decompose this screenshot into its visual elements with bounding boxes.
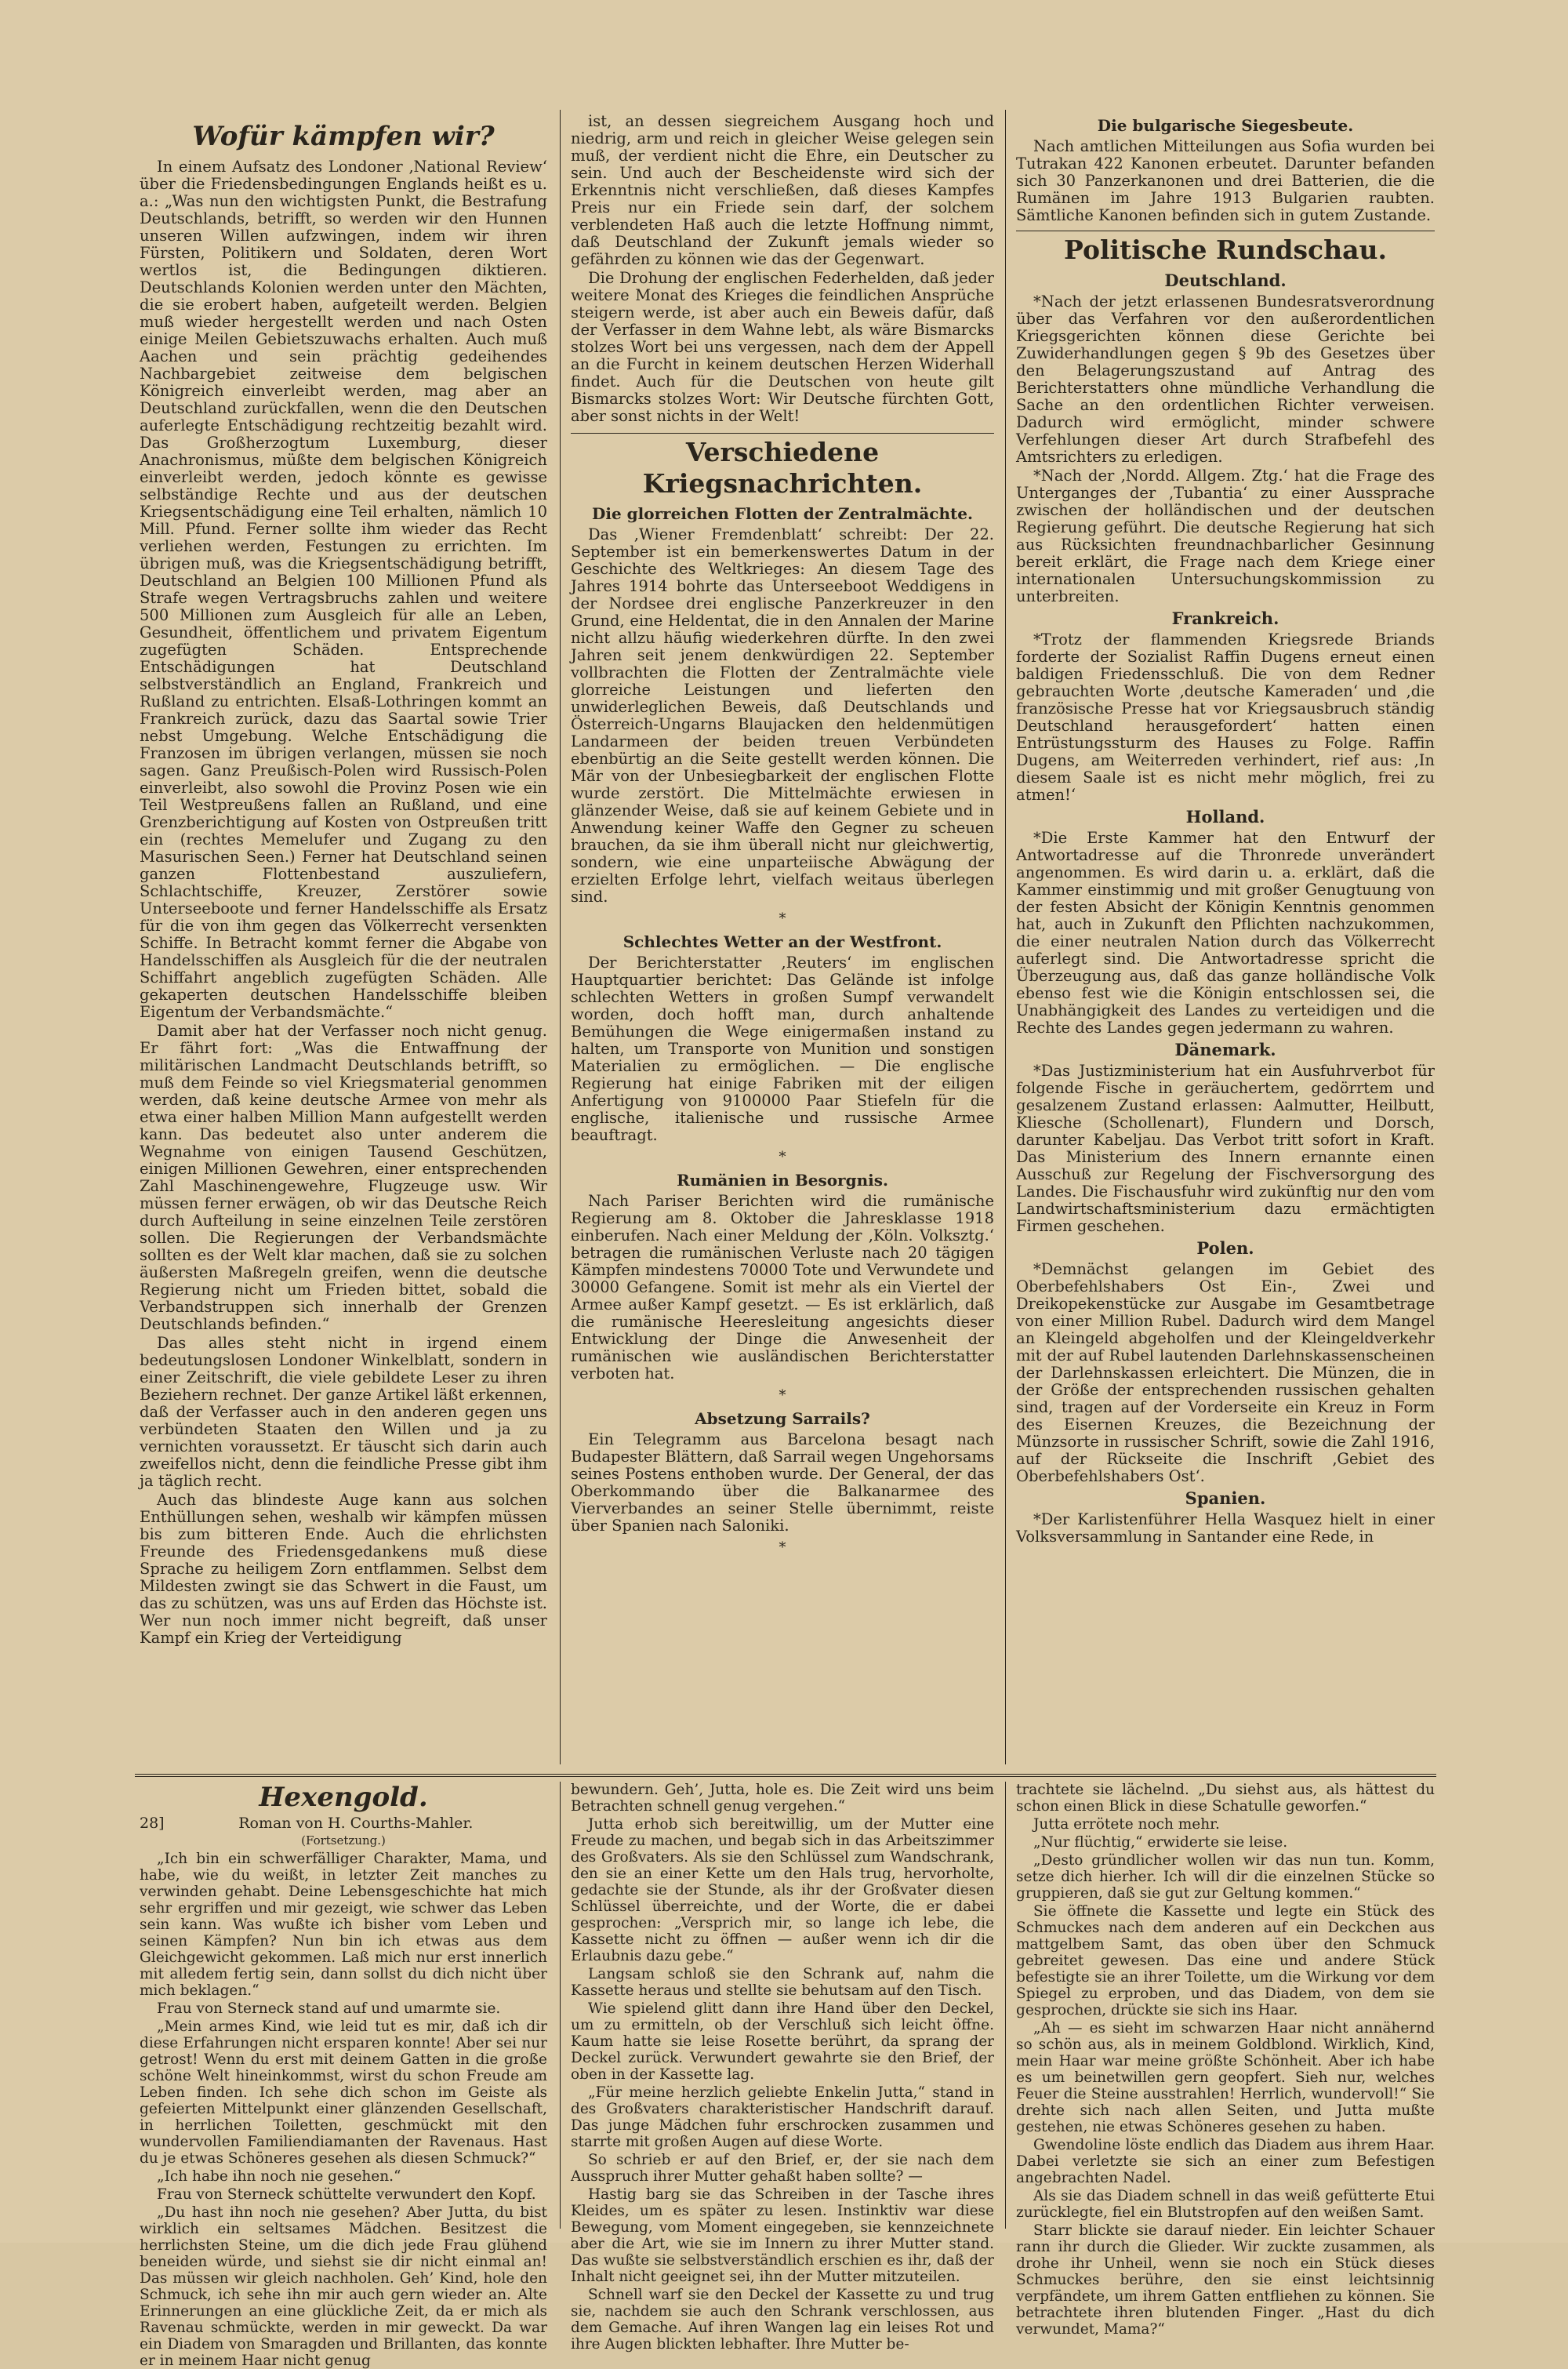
serial-c2-p7: Hastig barg sie das Schreiben in der Tasche ihres Kleides, um es später zu lesen. Instinktiv war diese Bewegung, vom Moment eingegeben, sie kennzeichnete aber die Art, wie sie im Innern zu ihrer Mutter stand. Das wußte sie selbstverständlich erschien es ihr, daß der Inhalt nicht geeignet sei, ihn der Mutter mitzuteilen. — [571, 2186, 994, 2285]
serial-c1-p3: „Mein armes Kind, wie leid tut es mir, daß ich dir diese Erfahrungen nicht ersparen konnte! Aber sei nur getrost! Wenn du erst mit deinem Gatten in die große schöne Welt hineinkommst, wirst du schon Freude am Leben finden. Ich sehe dich schon im Geiste als gefeierten Mittelpunkt einer glänzenden Gesellschaft, in herrlichen Toiletten, geschmückt mit den wundervollen Familiendiamanten der Ravenaus. Hast du je etwas Schöneres gesehen als diesen Schmuck?“ — [140, 2018, 547, 2167]
serial-c2-p4: Wie spielend glitt dann ihre Hand über den Deckel, um zu ermitteln, ob der Verschluß sich leicht öffne. Kaum hatte sie leise Rosette berührt, da sprang der Deckel zurück. Verwundert gewahrte sie den Brief, der oben in der Kassette lag. — [571, 2000, 994, 2083]
col1-paragraph-3: Das alles steht nicht in irgend einem bedeutungslosen Londoner Winkelblatt, sondern in einer Zeitschrift, die viele gebildete Leser zu ihren Beziehern rechnet. Der ganze Artikel läßt erkennen, daß der Verfasser auch in den anderen gegen uns verbündeten Staaten den Willen und ja zu vernichten voraussetzt. Er täuscht sich darin auch zweifellos nicht, denn die feindliche Presse gibt ihm ja täglich recht. — [140, 1334, 547, 1490]
serial-header — [140, 1815, 547, 1832]
column-divider-2 — [1005, 110, 1006, 1764]
serial-c3-p1: trachtete sie lächelnd. „Du siehst aus, als hättest du schon einen Blick in diese Schatulle geworfen.“ — [1016, 1782, 1435, 1815]
serial-c1-p1: „Ich bin ein schwerfälliger Charakter, Mama, und habe, wie du weißt, in letzter Zeit manches zu verwinden gehabt. Deine Lebensgeschichte hat mich sehr ergriffen und mir gezeigt, wie schwer das Leben sein kann. Was wußte ich bisher vom Leben und seinen Kämpfen? Nun bin ich etwas aus dem Gleichgewicht gekommen. Laß mich nur erst innerlich mit alledem fertig sein, dann sollst du dich nicht über mich beklagen.“ — [140, 1851, 547, 1999]
country-title-spanien: Spanien. — [1185, 1488, 1266, 1508]
serial-c3-p2: Jutta errötete noch mehr. — [1033, 1816, 1220, 1833]
serial-number: 28] — [140, 1815, 165, 1832]
text-holland: *Die Erste Kammer hat den Entwurf der Antwortadresse auf die Thronrede unverändert angenommen. Es wird darin u. a. erklärt, daß die Kammer einstimmig und mit großer Genugtuung von der festen Absicht der Königin Kenntnis genommen hat, auch in Zukunft den Pflichten nachzukommen, die einer neutralen Nation durch das Völkerrecht auferlegt sind. Die Antwortadresse spricht die Überzeugung aus, daß das ganze holländische Volk ebenso fest wie die Königin entschlossen sei, die Unabhängigkeit des Landes zu verteidigen und die Rechte des Landes gegen jedermann zu wahren. — [1016, 829, 1435, 1037]
text-deutschland-1: *Nach der jetzt erlassenen Bundesratsverordnung über das Verfahren vor den außerordentlichen Kriegsgerichten können diese Gerichte bei Zuwiderhandlungen gegen § 9b des Gesetzes über den Belagerungszustand auf Antrag des Berichterstatters ohne mündliche Verhandlung die Sache an den ordentlichen Richter verweisen. Dadurch wird ermöglicht, minder schwere Verfehlungen dieser Art durch Strafbefehl des Amtsrichters zu erledigen. — [1016, 292, 1435, 466]
col1-paragraph-2: Damit aber hat der Verfasser noch nicht genug. Er fährt fort: „Was die Entwaffnung der militärischen Landmacht Deutschlands betrifft, so muß dem Feinde so viel Kriegsmaterial genommen werden, daß keine deutsche Armee von mehr als etwa einer halben Million Mann aufgestellt werden kann. Das bedeutet also unter anderem die Wegnahme von einigen Tausend Geschützen, einigen Millionen Gewehren, einer entsprechenden Zahl Maschinengewehre, Flugzeuge usw. Wir müssen ferner erwägen, ob wir das Deutsche Reich durch Aufteilung in seine einzelnen Teile zerstören sollen. Die Regierungen der Verbandsmächte sollten es der Welt klar machen, daß sie zu solchen äußersten Maßregeln greifen, wenn die deutsche Regierung nicht um Frieden bittet, sobald die Verbandstruppen sich innerhalb der Grenzen Deutschlands befinden.“ — [140, 1022, 547, 1333]
serial-column-2 — [571, 1782, 994, 2353]
column-3 — [1016, 111, 1435, 1764]
article-title-siegesbeute: Die bulgarische Siegesbeute. — [1097, 116, 1354, 135]
country-title-daenemark: Dänemark. — [1174, 1040, 1276, 1059]
col1-paragraph-4: Auch das blindeste Auge kann aus solchen Enthüllungen sehen, weshalb wir kämpfen müssen bis zum bitteren Ende. Auch die ehrlichsten Freunde des Friedensgedankens muß diese Sprache zu heiligem Zorn entflammen. Selbst dem Mildesten zwingt sie das Schwert in die Faust, um das zu schützen, was uns auf Erden das Höchste ist. Wer nun noch immer nicht begreift, daß unser Kampf ein Krieg der Verteidigung — [140, 1491, 547, 1647]
serial-divider-1 — [560, 1782, 561, 2229]
serial-c1-p4: „Ich habe ihn noch nie gesehen.“ — [157, 2168, 401, 2185]
country-title-holland: Holland. — [1185, 807, 1265, 827]
column-divider-1 — [560, 110, 561, 1764]
text-daenemark: *Das Justizministerium hat ein Ausfuhrverbot für folgende Fische in geräuchertem, gedörrtem und gesalzenem Zustand erlassen: Aalmutter, Heilbutt, Kliesche (Schollenart), Flundern und Dorsch, darunter Kabeljau. Das Verbot tritt sofort in Kraft. Das Ministerium des Innern ernannte einen Ausschuß zur Regelung der Fischversorgung des Landes. Die Fischausfuhr wird zukünftig nur den vom Landwirtschaftsministerium dazu ermächtigten Firmen geschehen. — [1016, 1062, 1435, 1235]
text-polen: *Demnächst gelangen im Gebiet des Oberbefehlshabers Ost Ein-, Zwei und Dreikopekenstücke zur Ausgabe im Gesamtbetrage von einer Million Rubel. Dadurch wird dem Mangel an Kleingeld abgeholfen und der Kleingeldverkehr mit der auf Rubel lautenden Darlehnskassenscheinen der Darlehnskassen erleichtert. Die Münzen, die in der Größe der entsprechenden russischen gehalten sind, tragen auf der Vorderseite ein Kreuz in Form des Eisernen Kreuzes, die Bezeichnung der Münzsorte in russischer Schrift, sowie die Zahl 1916, auf der Rückseite die Inschrift ‚Gebiet des Oberbefehlshabers Ost‘. — [1016, 1260, 1435, 1485]
article-text-wetter: Der Berichterstatter ‚Reuters‘ im englischen Hauptquartier berichtet: Das Gelände ist infolge schlechten Wetters in großen Sumpf verwandelt worden, doch hofft man, durch anhaltende Bemühungen die Wege einigermaßen instand zu halten, um Transporte von Munition und sonstigen Materialien zu ermöglichen. — Die englische Regierung hat einige Fabriken mit der eiligen Anfertigung von 9100000 Paar Stiefeln für die englische, italienische und russische Armee beauftragt. — [571, 954, 994, 1144]
country-title-polen: Polen. — [1196, 1238, 1254, 1258]
serial-c1-p5: Frau von Sterneck schüttelte verwundert den Kopf. — [157, 2186, 536, 2203]
column-1 — [140, 116, 547, 1759]
article-title-sarrail: Absetzung Sarrails? — [695, 1409, 870, 1428]
article-text-flotten: Das ‚Wiener Fremdenblatt‘ schreibt: Der 22. September ist ein bemerkenswertes Datum in der Geschichte des Weltkrieges: An diesem Tage des Jahres 1914 bohrte das Unterseeboot Weddigens in der Nordsee drei englische Panzerkreuzer in den Grund, eine Heldentat, die in den Annalen der Marine nicht allzu häufig wiederkehren dürfte. In den zwei Jahren seit jenem denkwürdigen 22. September vollbrachten die Flotten der Zentralmächte viele glorreiche Leistungen und lieferten den unwiderleglichen Beweis, daß Deutschlands und Österreich-Ungarns Blaujacken den heldenmütigen Landarmeen der beiden treuen Verbündeten ebenbürtig an die Seite gestellt werden können. Die Mär von der Unbesiegbarkeit der englischen Flotte wurde zerstört. Die Mittelmächte erwiesen in glänzender Weise, daß sie auf keinem Gebiete und in Anwendung keiner Waffe den Gegner zu scheuen brauchen, da sie ihm überall nicht nur gleichwertig, sondern, wie eine unparteiische Abwägung der erzielten Erfolge lehrt, vielfach weitaus überlegen sind. — [571, 525, 994, 906]
serial-c1-p6: „Du hast ihn noch nie gesehen? Aber Jutta, du bist wirklich ein seltsames Mädchen. Besitzest die herrlichsten Steine, um die dich jede Frau glühend beneiden würde, und siehst sie dir nicht einmal an! Das müssen wir gleich nachholen. Geh’ Kind, hole den Schmuck, ich sehe ihn mir auch gern wieder an. Alte Erinnerungen an eine glückliche Zeit, da er mich als Ravenau schmückte, werden in mir geweckt. Da war ein Diadem von Smaragden und Brillanten, das konnte er in meinem Haar nicht genug — [140, 2204, 547, 2369]
serial-c2-p2: Jutta erhob sich bereitwillig, um der Mutter eine Freude zu machen, und begab sich in das Arbeitszimmer des Großvaters. Als sie den Schlüssel zum Wandschrank, den sie an einer Kette um den Hals trug, hervorholte, gedachte sie der Stunde, als ihr der Großvater diesen Schlüssel überreichte, und der Worte, die er dabei gesprochen: „Versprich mir, so lange ich lebe, die Kassette nicht zu öffnen — außer wenn ich dir die Erlaubnis dazu gebe.“ — [571, 1816, 994, 1964]
serial-c3-p6: „Ah — es sieht im schwarzen Haar nicht annähernd so schön aus, als in meinem Goldblond. Wirklich, Kind, mein Haar war meine größte Schönheit. Aber ich habe es um beinetwillen gern geopfert. Sieh nur, welches Feuer die Steine ausstrahlen! Herrlich, wundervoll!“ Sie drehte sich nach allen Seiten, und Jutta mußte gestehen, nie etwas Schöneres gesehen zu haben. — [1016, 2020, 1435, 2135]
serial-c2-p1: bewundern. Geh’, Jutta, hole es. Die Zeit wird uns beim Betrachten schnell genug vergehen.“ — [571, 1782, 994, 1815]
separator-star: * — [779, 1387, 786, 1404]
article-text-sarrail: Ein Telegramm aus Barcelona besagt nach Budapester Blättern, daß Sarrail wegen Ungehorsams seines Postens enthoben wurde. Der General, der das Oberkommando über die Balkanarmee des Vierverbandes an seiner Stelle übernimmt, reiste über Spanien nach Saloniki. — [571, 1430, 994, 1535]
col2-paragraph-2: Die Drohung der englischen Federhelden, daß jeder weitere Monat des Krieges die feindlichen Ansprüche steigern werde, ist aber auch ein Beweis dafür, daß der Verfasser in dem Wahne lebt, als wäre Bismarcks stolzes Wort bei uns vergessen, nach dem der Appell an die Furcht in keinem deutschen Herzen Widerhall findet. Auch für die Deutschen von heute gilt Bismarcks stolzes Wort: Wir Deutsche fürchten Gott, aber sonst nichts in der Welt! — [571, 269, 994, 425]
serial-c2-p5: „Für meine herzlich geliebte Enkelin Jutta,“ stand in des Großvaters charakteristischer Handschrift darauf. Das junge Mädchen fuhr erschrocken zusammen und starrte mit großen Augen auf diese Worte. — [571, 2084, 994, 2150]
text-deutschland-2: *Nach der ‚Nordd. Allgem. Ztg.‘ hat die Frage des Unterganges der ‚Tubantia‘ zu einer Aussprache zwischen der holländischen und der deutschen Regierung geführt. Die deutsche Regierung hat sich aus Rücksichten freundnachbarlicher Gesinnung bereit erklärt, die Frage nach dem Kriege einer internationalen Untersuchungskommission zu unterbreiten. — [1016, 467, 1435, 605]
section-rule — [571, 433, 994, 434]
serial-c1-p2: Frau von Sterneck stand auf und umarmte sie. — [157, 2000, 501, 2017]
feuilleton-divider — [135, 1774, 1436, 1777]
article-title-wofuer: Wofür kämpfen wir? — [192, 121, 495, 152]
serial-column-3 — [1016, 1782, 1435, 2338]
serial-c3-p9: Starr blickte sie darauf nieder. Ein leichter Schauer rann ihr durch die Glieder. Wir zuckte zusammen, als drohe ihr Unheil, wenn sie noch ein Stück dieses Schmuckes berühre, den sie einst leichtsinnig verpfändete, um ihrem Gatten entfliehen zu können. Sie betrachtete ihren blutenden Finger. „Hast du dich verwundet, Mama?“ — [1016, 2222, 1435, 2338]
section-title-rundschau: Politische Rundschau. — [1064, 234, 1387, 265]
country-title-deutschland: Deutschland. — [1164, 271, 1287, 290]
serial-c2-p8: Schnell warf sie den Deckel der Kassette zu und trug sie, nachdem sie auch den Schrank verschlossen, aus dem Gemache. Auf ihren Wangen lag ein leises Rot und ihre Augen blickten lebhafter. Ihre Mutter be- — [571, 2287, 994, 2353]
serial-c2-p3: Langsam schloß sie den Schrank auf, nahm die Kassette heraus und stellte sie behutsam auf den Tisch. — [571, 1966, 994, 1999]
serial-c3-p3: „Nur flüchtig,“ erwiderte sie leise. — [1033, 1834, 1288, 1851]
separator-star: * — [779, 1539, 786, 1556]
article-text-rumaenien: Nach Pariser Berichten wird die rumänische Regierung am 8. Oktober die Jahresklasse 1918 einberufen. Nach einer Meldung der ‚Köln. Volksztg.‘ betragen die rumänischen Verluste nach 20 tägigen Kämpfen mindestens 70000 Tote und Verwundete und 30000 Gefangene. Somit ist mehr als ein Viertel der Armee außer Kampf gesetzt. — Es ist erklärlich, daß die rumänische Heeresleitung angesichts dieser Entwicklung der Dinge die Anwesenheit der rumänischen wie ausländischen Berichterstatter verboten hat. — [571, 1192, 994, 1383]
text-frankreich: *Trotz der flammenden Kriegsrede Briands forderte der Sozialist Raffin Dugens erneut einen baldigen Friedensschluß. Die von dem Redner gebrauchten Worte ‚deutsche Kameraden‘ und ‚die französische Presse hat vor Kriegsausbruch ständig Deutschland herausgefordert‘ hatten einen Entrüstungssturm des Hauses zu Folge. Raffin Dugens, am Weiterreden verhindert, rief aus: ‚In diesem Saale ist es nicht mehr möglich, frei zu atmen!‘ — [1016, 630, 1435, 804]
column-2 — [571, 113, 994, 1764]
article-title-wetter: Schlechtes Wetter an der Westfront. — [622, 932, 942, 951]
separator-star: * — [779, 1149, 786, 1165]
serial-c3-p8: Als sie das Diadem schnell in das weiß gefütterte Etui zurücklegte, fiel ein Blutstropfen auf den weißen Samt. — [1016, 2188, 1435, 2221]
serial-c3-p4: „Desto gründlicher wollen wir das nun tun. Komm, setze dich hierher. Ich will dir die einzelnen Stücke so gruppieren, daß sie gut zur Geltung kommen.“ — [1016, 1852, 1435, 1902]
serial-byline: Roman von H. Courths-Mahler. — [238, 1815, 474, 1832]
section-title-kriegsnachrichten: Verschiedene Kriegsnachrichten. — [642, 437, 923, 499]
article-text-siegesbeute: Nach amtlichen Mitteilungen aus Sofia wurden bei Tutrakan 422 Kanonen erbeutet. Darunter befanden sich 30 Panzerkanonen und drei Batterien, die die Rumänen im Jahre 1913 Bulgarien raubten. Sämtliche Kanonen befinden sich in gutem Zustande. — [1016, 137, 1435, 224]
serial-c3-p7: Gwendoline löste endlich das Diadem aus ihrem Haar. Dabei verletzte sie sich an einer zum Befestigen angebrachten Nadel. — [1016, 2137, 1435, 2186]
serial-c3-p5: Sie öffnete die Kassette und legte ein Stück des Schmuckes nach dem anderen auf ein Deckchen aus mattgelbem Samt, das oben über den Schmuck gebreitet gewesen. Das eine und andere Stück befestigte sie an ihrer Toilette, um die Wirkung vor dem Spiegel zu erproben, und das Diadem, von dem sie gesprochen, drückte sie sich ins Haar. — [1016, 1903, 1435, 2018]
country-title-frankreich: Frankreich. — [1171, 609, 1279, 628]
article-title-flotten: Die glorreichen Flotten der Zentralmächte. — [592, 504, 973, 523]
col2-paragraph-1: ist, an dessen siegreichem Ausgang hoch und niedrig, arm und reich in gleicher Weise gelegen sein muß, der verdient nicht die Ehre, ein Deutscher zu sein. Und auch der Bescheidenste wird sich der Erkenntnis nicht verschließen, daß dieses Kampfes Preis nur ein Friede sein darf, der solchem verblendeten Haß auch die letzte Hoffnung nimmt, daß Deutschland der Zukunft jemals wieder so gefährden zu können wie das der Gegenwart. — [571, 112, 994, 268]
serial-c2-p6: So schrieb er auf den Brief, er, der sie nach dem Ausspruch ihrer Mutter gehaßt haben sollte? — — [571, 2152, 994, 2185]
serial-column-1 — [140, 1782, 547, 2369]
article-title-rumaenien: Rumänien in Besorgnis. — [677, 1171, 888, 1190]
serial-continuation: (Fortsetzung.) — [301, 1833, 386, 1848]
text-spanien: *Der Karlistenführer Hella Wasquez hielt in einer Volksversammlung in Santander eine Rede, in — [1016, 1510, 1435, 1546]
serial-divider-2 — [1005, 1782, 1006, 2229]
separator-star: * — [779, 910, 786, 927]
serial-title: Hexengold. — [259, 1782, 428, 1813]
col1-paragraph-1: In einem Aufsatz des Londoner ‚National Review‘ über die Friedensbedingungen Englands heißt es u. a.: „Was nun den wichtigsten Punkt, die Bestrafung Deutschlands, betrifft, so werden wir den Hunnen unseren Willen aufzwingen, indem wir ihren Fürsten, Politikern und Soldaten, deren Wort wertlos ist, die Bedingungen diktieren. Deutschlands Kolonien werden unter den Mächten, die sie erobert haben, aufgeteilt werden. Belgien muß wieder hergestellt werden und nach Osten einige Meilen Gebietszuwachs erhalten. Auch muß Aachen und sein prächtig gedeihendes Nachbargebiet zeitweise dem belgischen Königreich einverleibt werden, mag aber an Deutschland zurückfallen, wenn die den Deutschen auferlegte Entschädigung rechtzeitig bezahlt wird. Das Großherzogtum Luxemburg, dieser Anachronismus, müßte dem belgischen Königreich einverleibt werden, jedoch könnte es gewisse selbständige Rechte und aus der deutschen Kriegsentschädigung eine Teil erhalten, nämlich 10 Mill. Pfund. Ferner sollte ihm wieder das Recht verliehen werden, Festungen zu errichten. Im übrigen muß, was die Kriegsentschädigung betrifft, Deutschland an Belgien 100 Millionen Pfund als Strafe wegen Vertragsbruchs zahlen und weitere 500 Millionen zum Ausgleich für alle an Leben, Gesundheit, öffentlichem und privatem Eigentum zugefügten Schäden. Entsprechende Entschädigungen hat Deutschland selbstverständlich an England, Frankreich und Rußland zu entrichten. Elsaß-Lothringen kommt an Frankreich zurück, dazu das Saartal sowie Trier nebst Umgebung. Welche Entschädigung die Franzosen im übrigen verlangen, müssen sie noch sagen. Ganz Preußisch-Polen wird Russisch-Polen einverleibt, also sowohl die Provinz Posen wie ein Teil Westpreußens fallen an Rußland, und eine Grenzberichtigung auf Kosten von Ostpreußen tritt ein (rechtes Memelufer und Zugang zu den Masurischen Seen.) Ferner hat Deutschland seinen ganzen Flottenbestand auszuliefern, Schlachtschiffe, Kreuzer, Zerstörer sowie Unterseeboote und ferner Handelsschiffe als Ersatz für die von ihm gegen das Völkerrecht versenkten Schiffe. In Betracht kommt ferner die Abgabe von Handelsschiffen als Ausgleich für die der neutralen Schiffahrt angeblich zugefügten Schäden. Alle gekaperten deutschen Handelsschiffe bleiben Eigentum der Verbandsmächte.“ — [140, 158, 547, 1021]
